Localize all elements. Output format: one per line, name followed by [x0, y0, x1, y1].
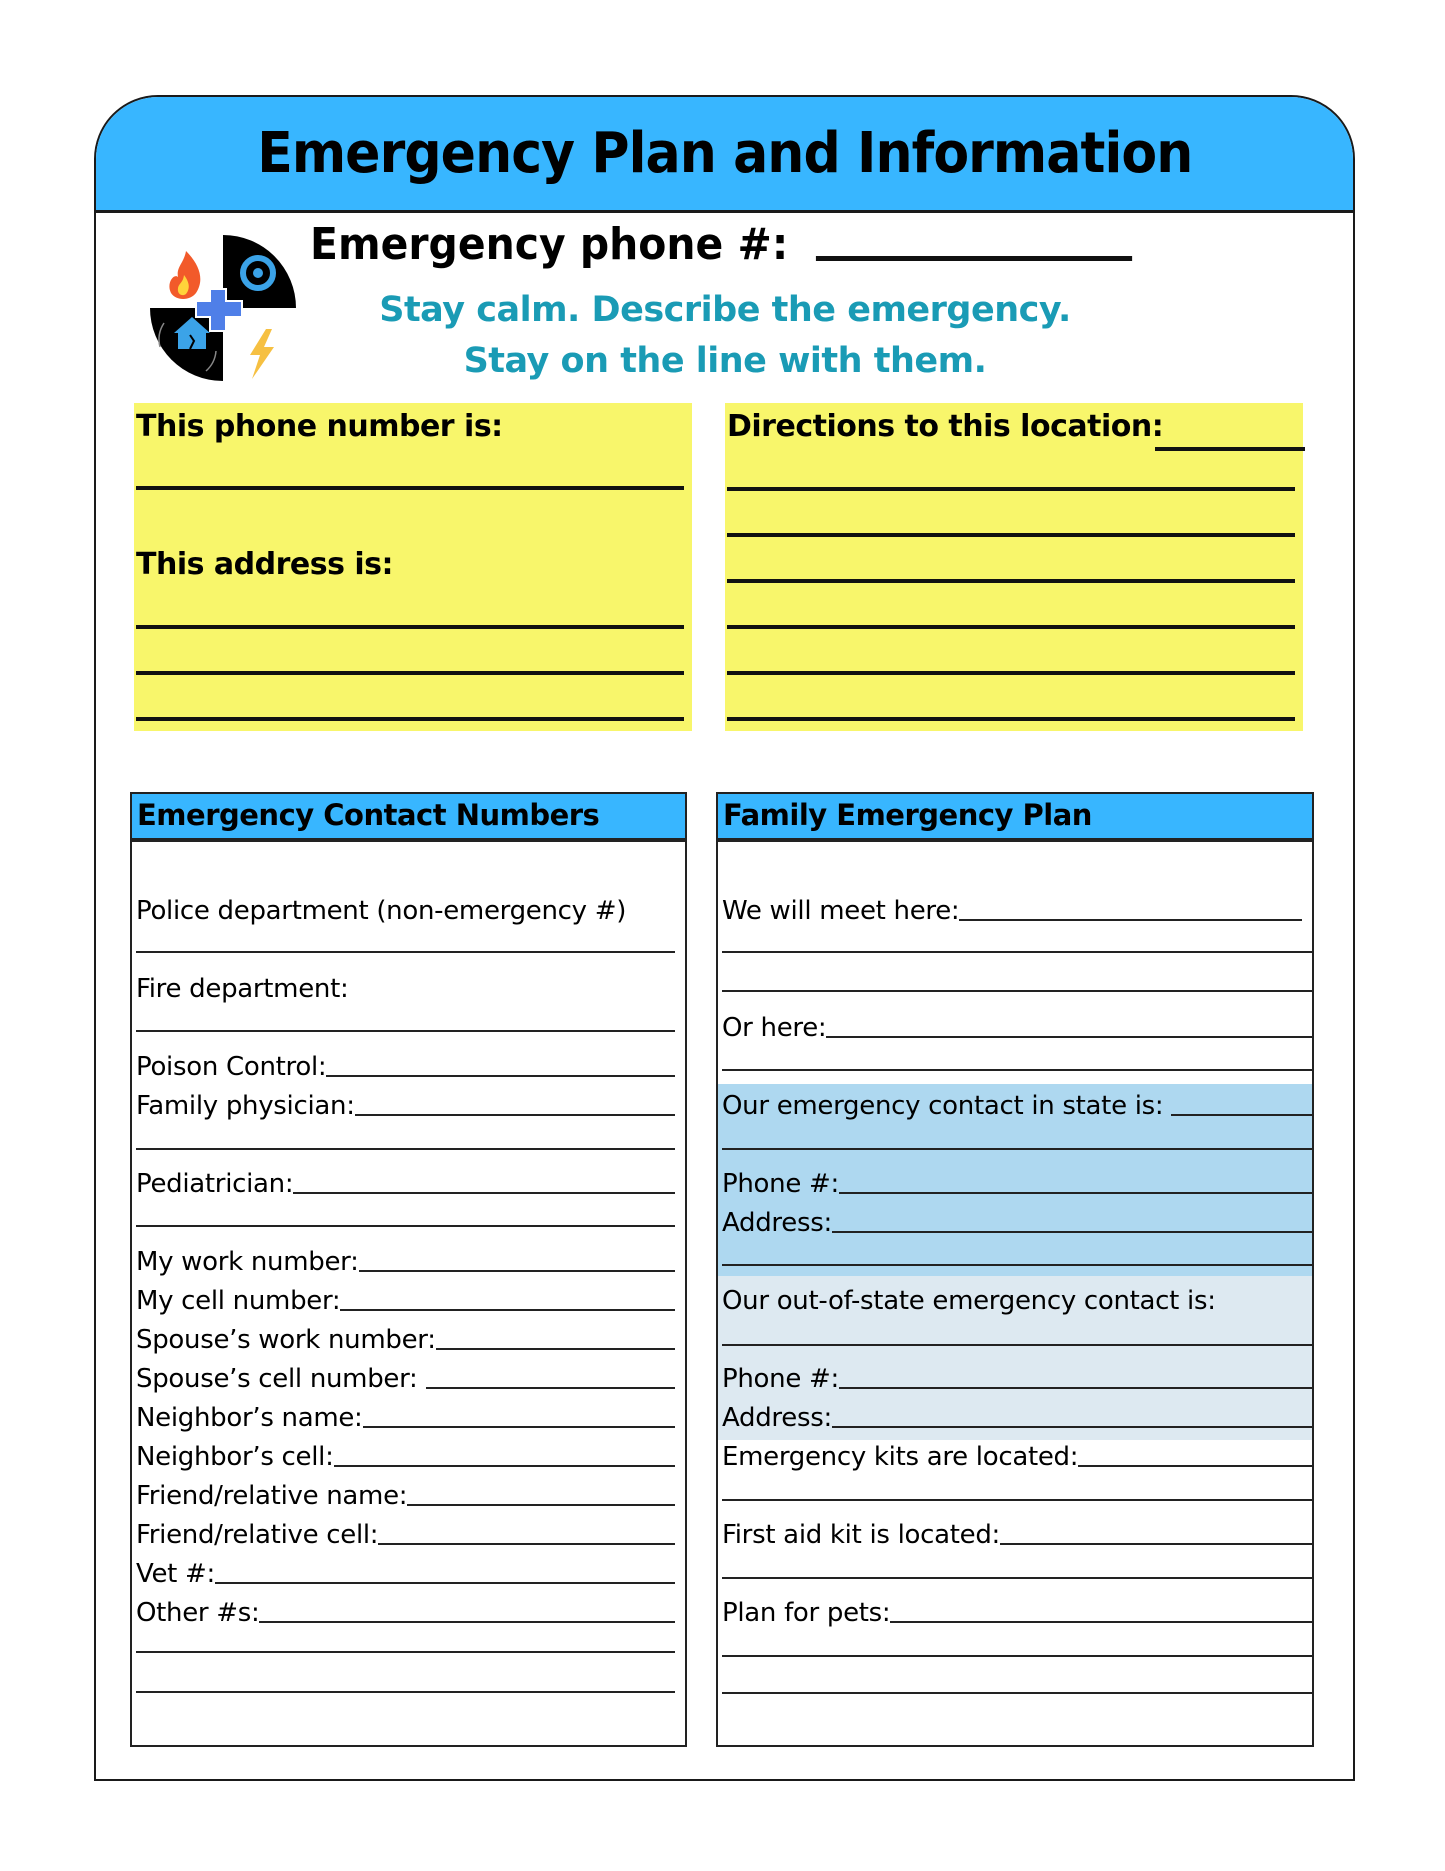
contact-label: Spouse’s work number: — [136, 1325, 436, 1355]
or-here-field[interactable] — [722, 1007, 1312, 1043]
contact-row-spouse-work[interactable] — [136, 1319, 675, 1355]
instruction-line-1: Stay calm. Describe the emergency. — [379, 290, 1071, 330]
in-state-contact-blank[interactable] — [722, 1148, 1312, 1150]
out-state-address-label: Address: — [722, 1403, 832, 1433]
directions-blank-5[interactable] — [727, 671, 1295, 675]
first-aid-field[interactable] — [722, 1514, 1314, 1550]
contact-row-friend-name[interactable] — [136, 1475, 675, 1511]
contact-label: My work number: — [136, 1247, 359, 1277]
meet-here-label: We will meet here: — [722, 896, 960, 926]
contact-row-neighbor-cell[interactable] — [136, 1436, 675, 1472]
contact-numbers-title: Emergency Contact Numbers — [130, 792, 687, 842]
contact-row-my-cell[interactable] — [136, 1280, 675, 1316]
pets-plan-blank-1[interactable] — [722, 1655, 1312, 1657]
out-state-contact-blank[interactable] — [722, 1344, 1312, 1346]
directions-blank-1[interactable] — [727, 487, 1295, 491]
contact-row-my-work[interactable] — [136, 1241, 675, 1277]
contact-blank-other-2[interactable] — [136, 1691, 675, 1693]
fire-icon — [169, 251, 200, 299]
contact-row-fire[interactable] — [136, 968, 675, 1004]
contact-row-spouse-cell[interactable] — [136, 1358, 675, 1394]
contact-label: Fire department: — [136, 974, 349, 1004]
contact-label: Spouse’s cell number: — [136, 1364, 418, 1394]
out-state-phone-field[interactable] — [722, 1358, 1312, 1394]
instruction-line-2: Stay on the line with them. — [463, 341, 987, 381]
kits-located-field[interactable] — [722, 1436, 1312, 1472]
contact-label: Neighbor’s name: — [136, 1403, 363, 1433]
emergency-phone-label: Emergency phone #: — [310, 219, 789, 270]
contact-label: Friend/relative name: — [136, 1481, 408, 1511]
address-blank-2[interactable] — [136, 671, 684, 675]
meet-here-blank-2[interactable] — [722, 990, 1312, 992]
directions-blank-2[interactable] — [727, 533, 1295, 537]
contact-label: Police department (non-emergency #) — [136, 896, 627, 926]
contact-label: Friend/relative cell: — [136, 1520, 379, 1550]
contact-blank-police[interactable] — [136, 951, 675, 953]
lightning-icon — [250, 329, 274, 379]
out-state-address-field[interactable] — [722, 1397, 1312, 1433]
contact-label: Other #s: — [136, 1598, 260, 1628]
meet-here-blank-1[interactable] — [722, 951, 1312, 953]
or-here-blank[interactable] — [722, 1069, 1312, 1071]
contact-label: My cell number: — [136, 1286, 341, 1316]
in-state-contact-field[interactable] — [722, 1085, 1312, 1121]
title-banner — [96, 97, 1353, 213]
contact-label: Pediatrician: — [136, 1169, 294, 1199]
family-plan-box — [716, 792, 1314, 1747]
address-blank-3[interactable] — [136, 717, 684, 721]
in-state-address-field[interactable] — [722, 1202, 1312, 1238]
contact-label: Family physician: — [136, 1091, 355, 1121]
first-aid-label: First aid kit is located: — [722, 1520, 1000, 1550]
contact-label: Neighbor’s cell: — [136, 1442, 334, 1472]
in-state-phone-label: Phone #: — [722, 1169, 839, 1199]
emergency-logo — [146, 231, 300, 385]
contact-numbers-box — [130, 792, 687, 1747]
contact-blank-physician[interactable] — [136, 1148, 675, 1150]
contact-label: Vet #: — [136, 1559, 215, 1589]
contact-row-pediatrician[interactable] — [136, 1163, 675, 1199]
kits-located-blank[interactable] — [722, 1499, 1312, 1501]
address-blank-1[interactable] — [136, 625, 684, 629]
page-title: Emergency Plan and Information — [256, 121, 1193, 186]
family-plan-title: Family Emergency Plan — [716, 792, 1314, 842]
contact-row-vet[interactable] — [136, 1553, 675, 1589]
contact-row-neighbor-name[interactable] — [136, 1397, 675, 1433]
in-state-contact-label: Our emergency contact in state is: — [722, 1091, 1164, 1121]
contact-blank-other-1[interactable] — [136, 1651, 675, 1653]
contact-blank-pediatrician[interactable] — [136, 1225, 675, 1227]
in-state-address-blank[interactable] — [722, 1264, 1312, 1266]
directions-blank-inline[interactable] — [1155, 447, 1305, 451]
document-frame — [94, 95, 1355, 1781]
first-aid-blank[interactable] — [722, 1577, 1312, 1579]
meet-here-field[interactable] — [722, 890, 1302, 926]
emergency-phone-blank[interactable] — [815, 256, 1131, 261]
pets-plan-blank-2[interactable] — [722, 1692, 1312, 1694]
address-label: This address is: — [136, 547, 394, 582]
out-state-contact-label: Our out-of-state emergency contact is: — [722, 1286, 1216, 1316]
phone-number-blank[interactable] — [136, 486, 684, 490]
kits-located-label: Emergency kits are located: — [722, 1442, 1079, 1472]
contact-row-poison[interactable] — [136, 1046, 675, 1082]
contact-label: Poison Control: — [136, 1052, 327, 1082]
directions-blank-3[interactable] — [727, 579, 1295, 583]
location-info-panel — [134, 403, 692, 731]
contact-row-friend-cell[interactable] — [136, 1514, 675, 1550]
in-state-address-label: Address: — [722, 1208, 832, 1238]
contact-row-other[interactable] — [136, 1592, 675, 1628]
pets-plan-label: Plan for pets: — [722, 1598, 891, 1628]
or-here-label: Or here: — [722, 1013, 827, 1043]
out-state-phone-label: Phone #: — [722, 1364, 839, 1394]
pets-plan-field[interactable] — [722, 1592, 1312, 1628]
directions-blank-4[interactable] — [727, 625, 1295, 629]
directions-panel — [725, 403, 1303, 731]
contact-blank-fire[interactable] — [136, 1030, 675, 1032]
phone-number-label: This phone number is: — [136, 409, 503, 444]
in-state-phone-field[interactable] — [722, 1163, 1312, 1199]
out-state-contact-field[interactable] — [722, 1280, 1312, 1316]
contact-row-physician[interactable] — [136, 1085, 675, 1121]
directions-blank-6[interactable] — [727, 717, 1295, 721]
contact-row-police[interactable] — [136, 890, 675, 926]
directions-label: Directions to this location: — [727, 409, 1164, 444]
emergency-phone-field[interactable] — [310, 219, 1147, 270]
